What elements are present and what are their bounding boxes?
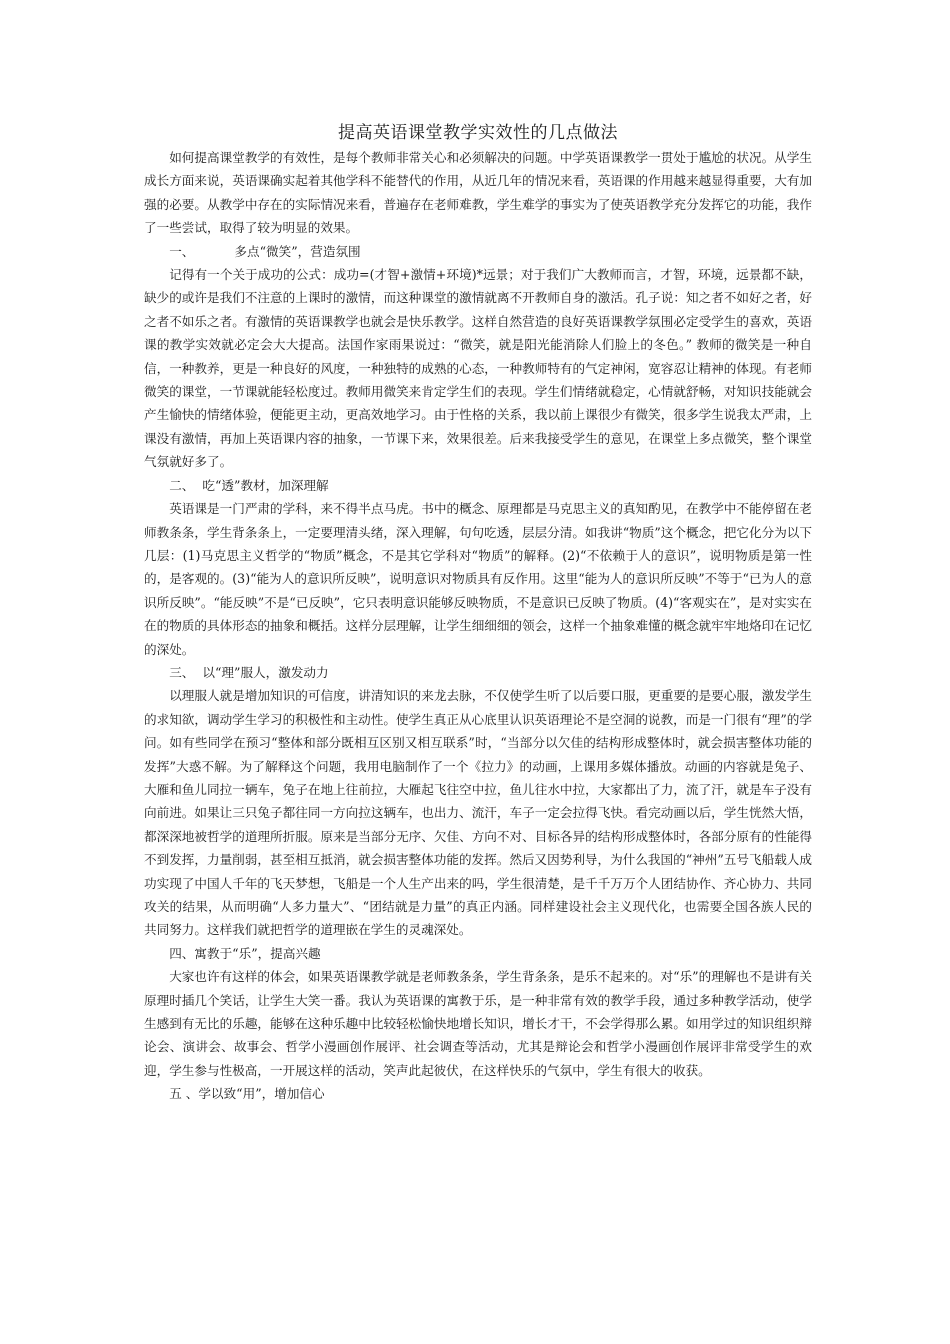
section-3-heading: 三、 以“理”服人，激发动力 xyxy=(169,664,329,680)
section-3-body: 以理服人就是增加知识的可信度，讲清知识的来龙去脉，不仅使学生听了以后要口服，更重要的是要心服，激发学生的求知欲，调动学生学习的积极性和主动性。使学生真正从心底里认识英语理论不是空洞的说教，而是一门很有“理”的学问。如有些同学在预习“整体和部分既相互区别又相互联系”时，“当部分以欠佳的结构形成整体时，就会损害整体功能的发挥”大惑不解。为了解释这个问题，我用电脑制作了一个《拉力》的动画，上课用多媒体播放。动画的内容就是兔子、大雁和鱼儿同拉一辆车，兔子在地上往前拉，大雁起飞往空中拉，鱼儿往水中拉，大家都出了力，流了汗，就是车子没有向前进。如果让三只兔子都往同一方向拉这辆车，也出力、流汗，车子一定会拉得飞快。看完动画以后，学生恍然大悟，都深深地被哲学的道理所折服。原来是当部分无序、欠佳、方向不对、目标各异的结构形成整体时，各部分原有的性能得不到发挥，力量削弱，甚至相互抵消，就会损害整体功能的发挥。然后又因势利导，为什么我国的“神州”五号飞船载人成功实现了中国人千年的飞天梦想，飞船是一个人生产出来的吗，学生很清楚，是千千万万个人团结协作、齐心协力、共同攻关的结果，从而明确“人多力量大”、“团结就是力量”的真正内涵。同样建设社会主义现代化，也需要全国各族人民的共同努力。这样我们就把哲学的道理嵌在学生的灵魂深处。 xyxy=(144,688,812,938)
section-4-heading: 四、寓教于“乐”，提高兴趣 xyxy=(169,945,321,961)
section-2-body: 英语课是一门严肃的学科，来不得半点马虎。书中的概念、原理都是马克思主义的真知酌见，在教学中不能停留在老师教条条，学生背条条上，一定要理清头绪，深入理解，句句吃透，层层分清。如我讲“物质”这个概念，把它化分为以下几层：(1)马克思主义哲学的“物质”概念，不是其它学科对“物质”的解释。(2)“不依赖于人的意识”，说明物质是第一性的，是客观的。(3)“能为人的意识所反映”，说明意识对物质具有反作用。这里“能为人的意识所反映”不等于“已为人的意识所反映”。“能反映”不是“已反映”，它只表明意识能够反映物质，不是意识已反映了物质。(4)“客观实在”，是对实实在在的物质的具体形态的抽象和概括。这样分层理解，让学生细细细的领会，这样一个抽象难懂的概念就牢牢地烙印在记忆的深处。 xyxy=(144,501,812,657)
section-1-body: 记得有一个关于成功的公式：成功=(才智+激情+环境)*远景；对于我们广大教师而言，才智，环境，远景都不缺，缺少的或许是我们不注意的上课时的激情，而这种课堂的激情就离不开教师自身的激活。孔子说：知之者不如好之者，好之者不如乐之者。有激情的英语课教学也就会是快乐教学。这样自然营造的良好英语课教学氛围必定受学生的喜欢，英语课的教学实效就必定会大大提高。法国作家雨果说过：“微笑，就是阳光能消除人们脸上的冬色。” 教师的微笑是一种自信，一种教养，更是一种良好的风度，一种独特的成熟的心态，一种教师特有的气定神闲，宽容忍让精神的体现。有老师微笑的课堂，一节课就能轻松度过。教师用微笑来肯定学生们的表现。学生们情绪就稳定，心情就舒畅，对知识技能就会产生愉快的情绪体验，便能更主动，更高效地学习。由于性格的关系，我以前上课很少有微笑，很多学生说我太严肃，上课没有激情，再加上英语课内容的抽象，一节课下来，效果很差。后来我接受学生的意见，在课堂上多点微笑，整个课堂气氛就好多了。 xyxy=(144,267,812,470)
section-2-heading: 二、 吃“透”教材，加深理解 xyxy=(169,477,329,493)
document-title: 提高英语课堂教学实效性的几点做法 xyxy=(338,123,618,143)
section-5-heading: 五 、学以致“用”，增加信心 xyxy=(169,1086,325,1102)
document-page xyxy=(144,120,812,1106)
section-4-body: 大家也许有这样的体会，如果英语课教学就是老师教条条，学生背条条，是乐不起来的。对“乐”的理解也不是讲有关原理时插几个笑话，让学生大笑一番。我认为英语课的寓教于乐，是一种非常有效的教学手段，通过多种教学活动，使学生感到有无比的乐趣，能够在这种乐趣中比较轻松愉快地增长知识，增长才干，不会学得那么累。如用学过的知识组织辩论会、演讲会、故事会、哲学小漫画创作展评、社会调查等活动，尤其是辩论会和哲学小漫画创作展评非常受学生的欢迎，学生参与性极高，一开展这样的活动，笑声此起彼伏，在这样快乐的气氛中，学生有很大的收获。 xyxy=(144,969,812,1078)
section-1-heading: 一、 多点“微笑”，营造氛围 xyxy=(169,243,361,259)
intro-paragraph: 如何提高课堂教学的有效性，是每个教师非常关心和必须解决的问题。中学英语课教学一贯处于尴尬的状况。从学生成长方面来说，英语课确实起着其他学科不能替代的作用，从近几年的情况来看，英语课的作用越来越显得重要，大有加强的必要。从教学中存在的实际情况来看，普遍存在老师难教，学生难学的事实为了使英语教学充分发挥它的功能，我作了一些尝试，取得了较为明显的效果。 xyxy=(144,150,812,236)
